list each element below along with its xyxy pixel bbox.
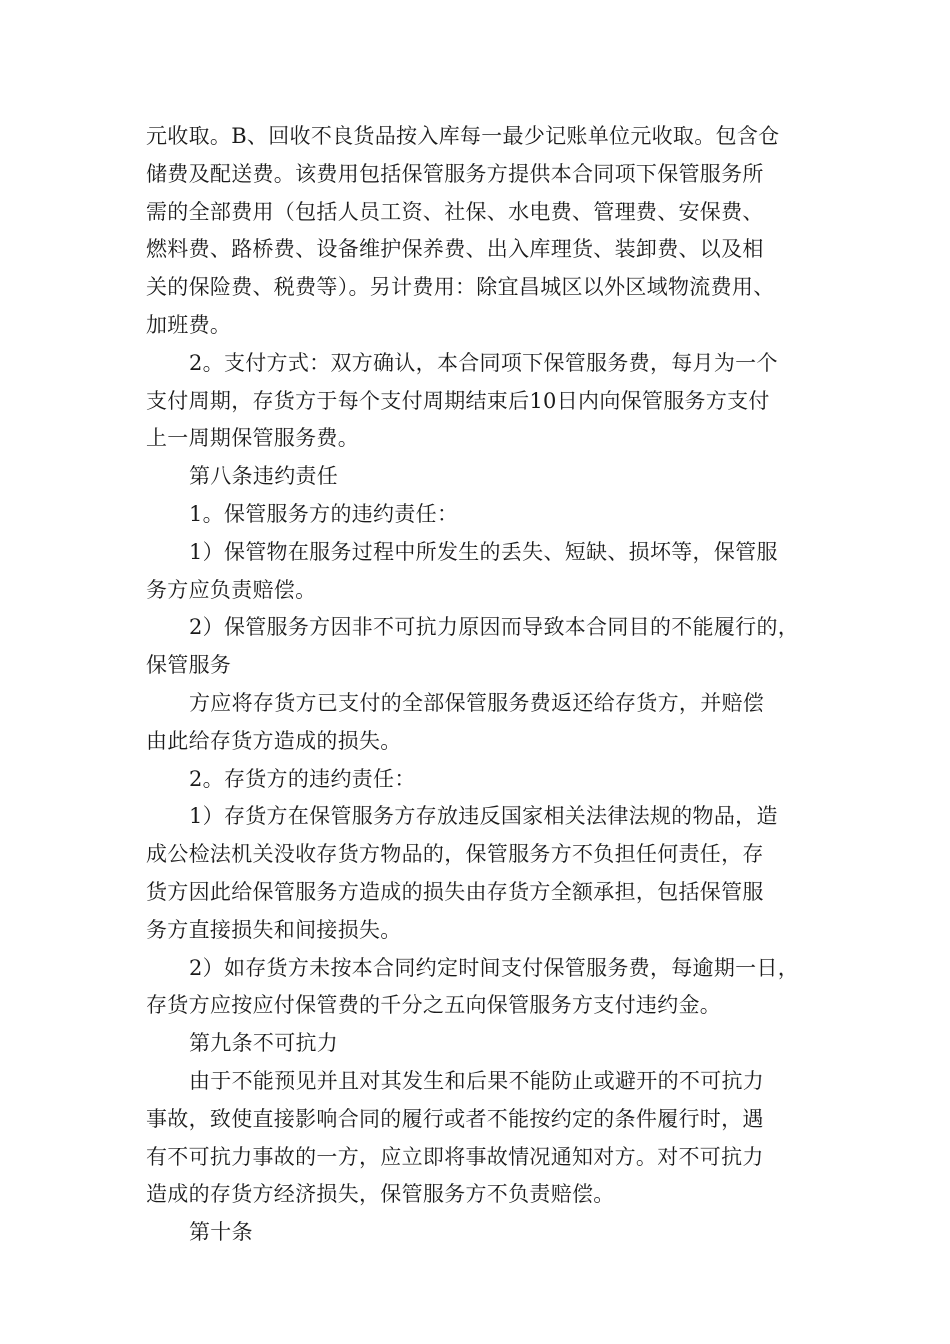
text-line: 第十条 xyxy=(189,1220,253,1245)
text-line: 1）保管物在服务过程中所发生的丢失、短缺、损坏等，保管服 xyxy=(189,539,778,564)
text-line: 第九条不可抗力 xyxy=(189,1031,339,1056)
text-line: 需的全部费用（包括人员工资、社保、水电费、管理费、安保费、 xyxy=(146,199,764,224)
text-line: 成公检法机关没收存货方物品的，保管服务方不负担任何责任，存 xyxy=(146,842,764,867)
text-line: 存货方应按应付保管费的千分之五向保管服务方支付违约金。 xyxy=(146,993,722,1018)
text-line: 造成的存货方经济损失，保管服务方不负责赔偿。 xyxy=(146,1182,615,1207)
text-line: 燃料费、路桥费、设备维护保养费、出入库理货、装卸费、以及相 xyxy=(146,237,764,262)
text-line: 事故，致使直接影响合同的履行或者不能按约定的条件履行时，遇 xyxy=(146,1106,764,1131)
text-line: 上一周期保管服务费。 xyxy=(146,426,359,451)
text-line: 2。支付方式：双方确认，本合同项下保管服务费，每月为一个 xyxy=(189,350,778,375)
text-line: 保管服务 xyxy=(146,653,232,678)
text-line: 支付周期，存货方于每个支付周期结束后10日内向保管服务方支付 xyxy=(146,388,770,413)
text-line: 1。保管服务方的违约责任： xyxy=(189,501,459,526)
text-line: 有不可抗力事故的一方，应立即将事故情况通知对方。对不可抗力 xyxy=(146,1144,764,1169)
text-line: 由此给存货方造成的损失。 xyxy=(146,728,402,753)
text-line: 货方因此给保管服务方造成的损失由存货方全额承担，包括保管服 xyxy=(146,879,764,904)
text-line: 2。存货方的违约责任： xyxy=(189,766,416,791)
text-line: 关的保险费、税费等）。另计费用：除宜昌城区以外区域物流费用、 xyxy=(146,275,775,300)
text-line: 加班费。 xyxy=(146,312,232,337)
text-line: 1）存货方在保管服务方存放违反国家相关法律法规的物品，造 xyxy=(189,804,778,829)
text-line: 储费及配送费。该费用包括保管服务方提供本合同项下保管服务所 xyxy=(146,161,764,186)
text-line: 第八条违约责任 xyxy=(189,464,339,489)
text-line: 2）保管服务方因非不可抗力原因而导致本合同目的不能履行的， xyxy=(189,615,800,640)
text-line: 元收取。B、回收不良货品按入库每一最少记账单位元收取。包含仓 xyxy=(146,124,780,148)
text-line: 务方应负责赔偿。 xyxy=(146,577,317,602)
text-line: 2）如存货方未按本合同约定时间支付保管服务费，每逾期一日， xyxy=(189,955,800,980)
text-line: 方应将存货方已支付的全部保管服务费返还给存货方，并赔偿 xyxy=(189,690,765,715)
text-line: 务方直接损失和间接损失。 xyxy=(146,917,402,942)
text-line: 由于不能预见并且对其发生和后果不能防止或避开的不可抗力 xyxy=(189,1068,765,1093)
document-body xyxy=(146,118,826,1252)
